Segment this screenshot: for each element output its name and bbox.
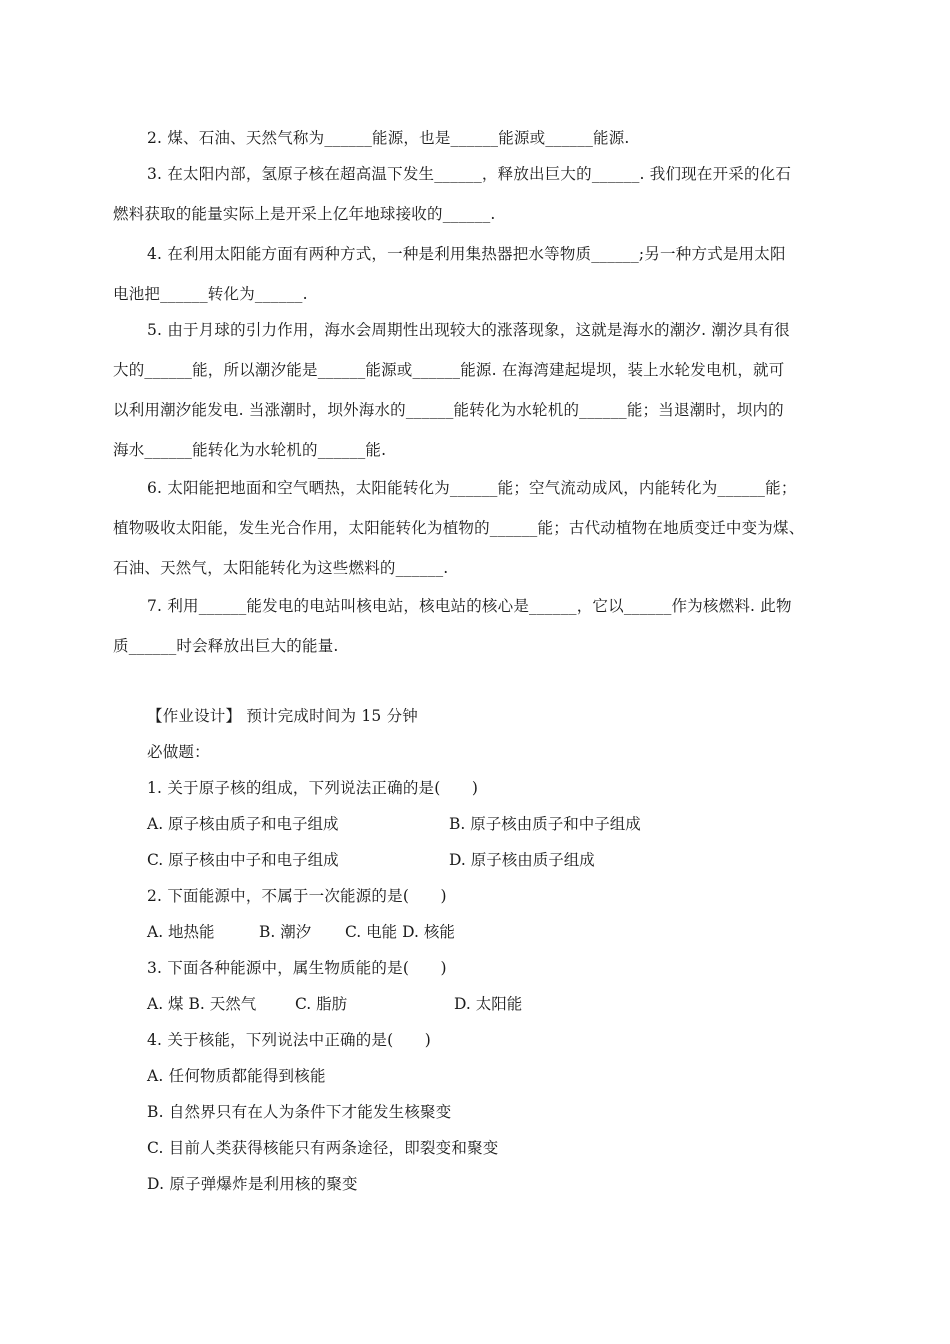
question-6-line-2: 植物吸收太阳能，发生光合作用，太阳能转化为植物的______能；古代动植物在地质变迁中变为煤、 [113,519,805,537]
hw-question-2-option-a: A. 地热能 [147,923,215,941]
hw-question-3-option-d: D. 太阳能 [454,995,523,1013]
hw-question-4-stem: 4. 关于核能，下列说法中正确的是( ) [147,1031,432,1049]
hw-question-4-option-d: D. 原子弹爆炸是利用核的聚变 [147,1175,358,1193]
required-label: 必做题： [147,743,210,761]
hw-question-4-option-c: C. 目前人类获得核能只有两条途径，即裂变和聚变 [147,1139,499,1157]
question-5-line-4: 海水______能转化为水轮机的______能. [113,441,387,459]
hw-question-1-option-d: D. 原子核由质子组成 [449,851,595,869]
question-7-line-2: 质______时会释放出巨大的能量. [113,637,339,655]
question-4-line-2: 电池把______转化为______. [113,285,308,303]
question-4-line-1: 4. 在利用太阳能方面有两种方式，一种是利用集热器把水等物质______;另一种方式是用太阳 [147,245,786,263]
question-2-line: 2. 煤、石油、天然气称为______能源，也是______能源或______能源. [147,129,630,147]
hw-question-1-option-c: C. 原子核由中子和电子组成 [147,851,339,869]
question-5-line-1: 5. 由于月球的引力作用，海水会周期性出现较大的涨落现象，这就是海水的潮汐. 潮汐具有很 [147,321,790,339]
hw-question-3-option-c: C. 脂肪 [295,995,348,1013]
hw-question-3-option-ab: A. 煤 B. 天然气 [147,995,257,1013]
question-5-line-3: 以利用潮汐能发电. 当涨潮时，坝外海水的______能转化为水轮机的______能；当退潮时，坝内的 [113,401,784,419]
question-3-line-2: 燃料获取的能量实际上是开采上亿年地球接收的______. [113,205,496,223]
hw-question-1-option-b: B. 原子核由质子和中子组成 [449,815,641,833]
question-3-line-1: 3. 在太阳内部，氢原子核在超高温下发生______，释放出巨大的______. 我们现在开采的化石 [147,165,792,183]
hw-question-2-stem: 2. 下面能源中，不属于一次能源的是( ) [147,887,447,905]
hw-question-1-option-a: A. 原子核由质子和电子组成 [147,815,339,833]
hw-question-3-stem: 3. 下面各种能源中，属生物质能的是( ) [147,959,447,977]
hw-question-4-option-a: A. 任何物质都能得到核能 [147,1067,326,1085]
question-5-line-2: 大的______能，所以潮汐能是______能源或______能源. 在海湾建起堤坝，装上水轮发电机，就可 [113,361,785,379]
homework-heading: 【作业设计】 预计完成时间为 15 分钟 [147,707,419,725]
hw-question-4-option-b: B. 自然界只有在人为条件下才能发生核聚变 [147,1103,452,1121]
hw-question-1-stem: 1. 关于原子核的组成，下列说法正确的是( ) [147,779,479,797]
question-7-line-1: 7. 利用______能发电的电站叫核电站，核电站的核心是______，它以______作为核燃料. 此物 [147,597,792,615]
question-6-line-1: 6. 太阳能把地面和空气晒热，太阳能转化为______能；空气流动成风，内能转化为______能； [147,479,797,497]
hw-question-2-option-b: B. 潮汐 [259,923,312,941]
question-6-line-3: 石油、天然气，太阳能转化为这些燃料的______. [113,559,449,577]
hw-question-2-option-cd: C. 电能 D. 核能 [345,923,455,941]
